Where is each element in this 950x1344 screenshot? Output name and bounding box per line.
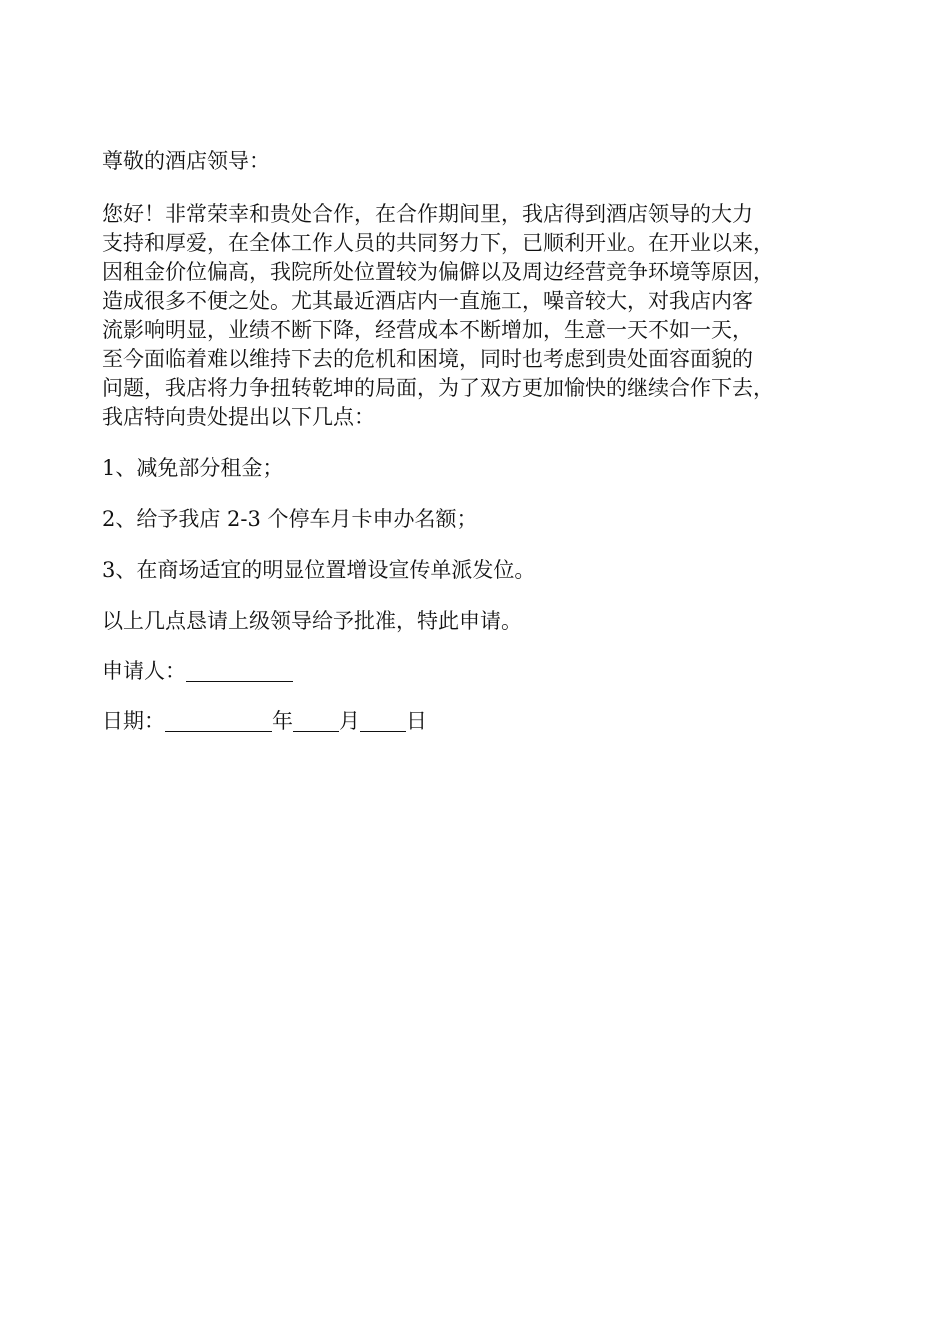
paragraph-line: 我店特向贵处提出以下几点： xyxy=(102,405,375,429)
year-label: 年 xyxy=(272,709,293,733)
paragraph-line: 造成很多不便之处。尤其最近酒店内一直施工，噪音较大，对我店内客 xyxy=(102,289,753,313)
applicant-blank[interactable] xyxy=(186,659,293,682)
salutation: 尊敬的酒店领导： xyxy=(102,149,270,173)
paragraph-line: 因租金价位偏高，我院所处位置较为偏僻以及周边经营竞争环境等原因， xyxy=(102,260,774,284)
request-item-2: 2、给予我店 2-3 个停车月卡申办名额； xyxy=(102,507,478,531)
month-label: 月 xyxy=(339,709,360,733)
paragraph-line: 至今面临着难以维持下去的危机和困境，同时也考虑到贵处面容面貌的 xyxy=(102,347,753,371)
year-blank[interactable] xyxy=(165,709,272,732)
day-blank[interactable] xyxy=(360,709,406,732)
paragraph-line: 问题，我店将力争扭转乾坤的局面，为了双方更加愉快的继续合作下去， xyxy=(102,376,774,400)
day-label: 日 xyxy=(406,709,427,733)
paragraph-line: 您好！非常荣幸和贵处合作，在合作期间里，我店得到酒店领导的大力 xyxy=(102,202,753,226)
date-line xyxy=(102,706,862,736)
main-paragraph xyxy=(102,200,862,432)
closing-statement: 以上几点恳请上级领导给予批准，特此申请。 xyxy=(102,609,522,633)
applicant-line xyxy=(102,656,862,686)
letter-body xyxy=(102,146,862,736)
paragraph-line: 支持和厚爱，在全体工作人员的共同努力下，已顺利开业。在开业以来， xyxy=(102,231,774,255)
date-label: 日期： xyxy=(102,709,165,733)
request-item-3: 3、在商场适宜的明显位置增设宣传单派发位。 xyxy=(102,558,536,582)
month-blank[interactable] xyxy=(293,709,339,732)
applicant-label: 申请人： xyxy=(102,659,186,683)
paragraph-line: 流影响明显，业绩不断下降，经营成本不断增加，生意一天不如一天， xyxy=(102,318,753,342)
request-item-1: 1、减免部分租金； xyxy=(102,456,284,480)
